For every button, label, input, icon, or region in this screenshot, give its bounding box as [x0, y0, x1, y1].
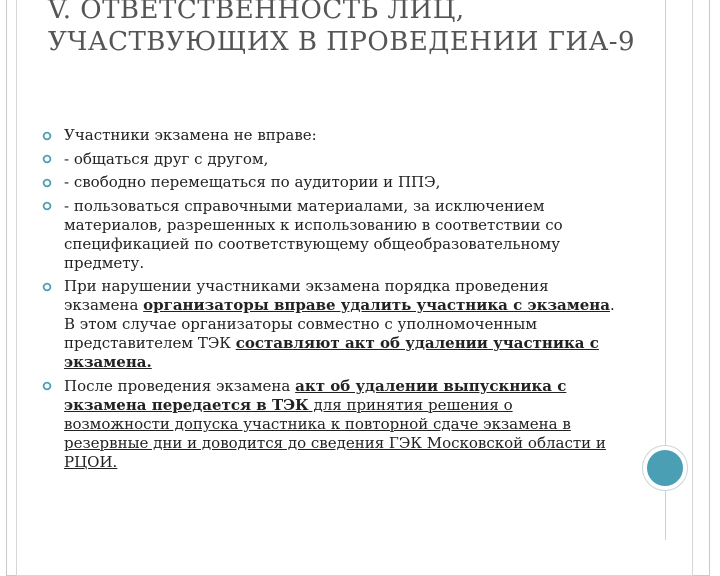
list-item	[42, 377, 622, 472]
open-circle-bullet-icon	[42, 201, 52, 211]
list-item	[42, 277, 622, 372]
bullet-text: . В этом случае организаторы совместно с уполномоченным представителем ТЭК	[64, 296, 615, 353]
bullet-text: - общаться друг с другом,	[64, 149, 269, 168]
bullet-text: - пользоваться справочными материалами, за исключением материалов, разрешенных к использованию в соответствии со спецификацией по соответствующему общеобразовательному предмету.	[64, 196, 563, 272]
open-circle-bullet-icon	[42, 131, 52, 141]
list-item	[42, 197, 622, 273]
bullet-list	[42, 126, 622, 477]
list-item	[42, 126, 622, 145]
underlined-text: для принятия решения о возможности допуска участника к повторной сдаче экзамена в резервные дни и доводится до сведения ГЭК Московской области и РЦОИ.	[64, 395, 606, 471]
bullet-text: Участники экзамена не вправе:	[64, 126, 317, 144]
bullet-text: При нарушении участниками экзамена порядка проведения экзамена	[64, 277, 549, 315]
emphasis-text: составляют акт об удалении участника с экзамена.	[64, 334, 599, 372]
open-circle-bullet-icon	[42, 282, 52, 292]
bullet-text: - свободно перемещаться по аудитории и ППЭ,	[64, 173, 441, 192]
open-circle-bullet-icon	[42, 381, 52, 391]
list-item	[42, 173, 622, 192]
open-circle-bullet-icon	[42, 178, 52, 188]
decorative-circle	[643, 446, 687, 490]
list-item	[42, 150, 622, 169]
emphasis-text: акт об удалении выпускника с экзамена передается в ТЭК	[64, 376, 567, 414]
bullet-text: После проведения экзамена	[64, 376, 296, 395]
emphasis-text: организаторы вправе удалить участника с экзамена	[143, 296, 611, 315]
open-circle-bullet-icon	[42, 154, 52, 164]
slide-title: V. ОТВЕТСТВЕННОСТЬ ЛИЦ, УЧАСТВУЮЩИХ В ПРОВЕДЕНИИ ГИА-9	[48, 0, 636, 57]
